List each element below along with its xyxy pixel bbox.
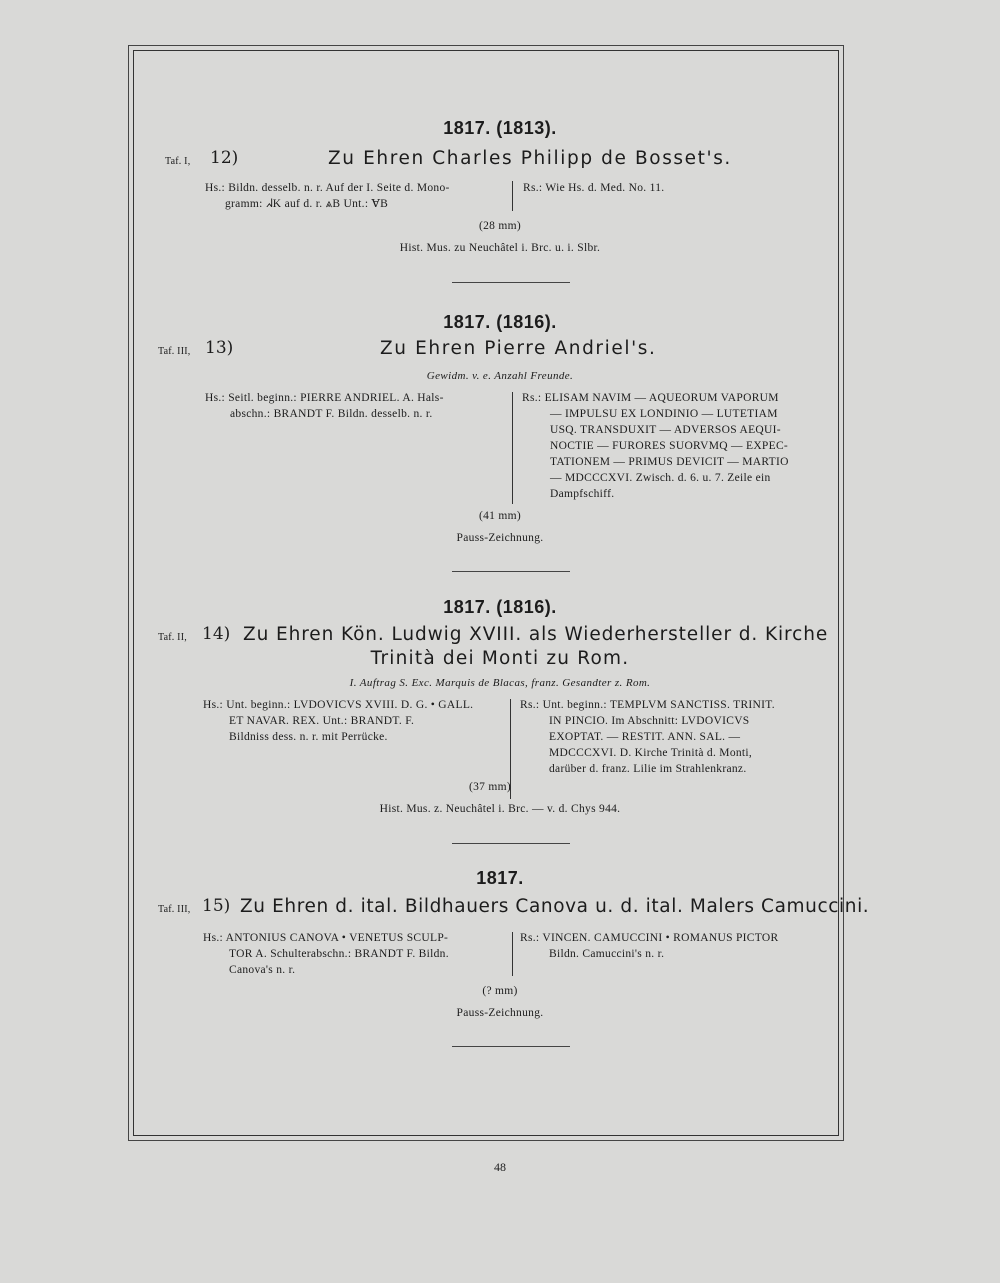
text-line: darüber d. franz. Lilie im Strahlenkranz.: [549, 763, 747, 775]
text-line: Bildniss dess. n. r. mit Perrücke.: [229, 731, 388, 743]
entry-number: 12): [210, 148, 239, 168]
reverse-description: [522, 390, 832, 502]
source-reference: Hist. Mus. z. Neuchâtel i. Brc. — v. d. Chys 944.: [379, 803, 621, 815]
column-divider: [512, 181, 513, 211]
entry-year: 1817.: [476, 868, 524, 888]
medal-size: (37 mm): [468, 781, 512, 793]
entry-year: 1817. (1816).: [443, 312, 557, 332]
page-number: 48: [494, 1160, 506, 1174]
text-line: TATIONEM — PRIMUS DEVICIT — MARTIO: [550, 456, 789, 468]
dedication: Gewidm. v. e. Anzahl Freunde.: [426, 370, 574, 382]
text-line: TOR A. Schulterabschn.: BRANDT F. Bildn.: [229, 948, 449, 960]
text-line: — MDCCCXVI. Zwisch. d. 6. u. 7. Zeile ein: [550, 472, 771, 484]
text-line: EXOPTAT. — RESTIT. ANN. SAL. —: [549, 731, 741, 743]
source-reference: Pauss-Zeichnung.: [456, 1007, 544, 1019]
text-line: Hs.: Seitl. beginn.: PIERRE ANDRIEL. A. Hals-: [205, 392, 444, 404]
text-line: NOCTIE — FURORES SUORVMQ — EXPEC-: [550, 440, 789, 452]
source-reference: Pauss-Zeichnung.: [456, 532, 544, 544]
obverse-description: [203, 697, 508, 745]
section-rule: [452, 1046, 570, 1047]
medal-size: (28 mm): [478, 220, 522, 232]
column-divider: [512, 932, 513, 976]
obverse-description: [205, 180, 505, 212]
text-line: — IMPULSU EX LONDINIO — LUTETIAM: [550, 408, 778, 420]
obverse-description: [203, 930, 508, 978]
plate-reference: Taf. III,: [158, 346, 191, 357]
medal-size: (? mm): [482, 985, 518, 997]
text-line: IN PINCIO. Im Abschnitt: LVDOVICVS: [549, 715, 750, 727]
entry-number: 14): [202, 624, 231, 644]
text-line: Rs.: Unt. beginn.: TEMPLVM SANCTISS. TRINIT.: [520, 699, 775, 711]
text-line: abschn.: BRANDT F. Bildn. desselb. n. r.: [230, 408, 433, 420]
section-rule: [452, 282, 570, 283]
text-line: Bildn. Camuccini's n. r.: [549, 948, 665, 960]
section-rule: [452, 843, 570, 844]
column-divider: [512, 392, 513, 504]
text-line: USQ. TRANSDUXIT — ADVERSOS AEQUI-: [550, 424, 781, 436]
entry-title-continued: Trinità dei Monti zu Rom.: [370, 648, 630, 669]
reverse-description: [520, 697, 835, 777]
entry-title: Zu Ehren Charles Philipp de Bosset's.: [328, 148, 732, 169]
dedication: I. Auftrag S. Exc. Marquis de Blacas, franz. Gesandter z. Rom.: [349, 677, 651, 689]
plate-reference: Taf. I,: [165, 156, 191, 167]
entry-title: Zu Ehren Kön. Ludwig XVIII. als Wiederhersteller d. Kirche: [243, 624, 829, 645]
text-line: Hs.: Bildn. desselb. n. r. Auf der I. Seite d. Mono-: [205, 182, 450, 194]
reverse-description: [520, 930, 835, 962]
section-rule: [452, 571, 570, 572]
entry-title: Zu Ehren Pierre Andriel's.: [380, 338, 657, 359]
text-line: Canova's n. r.: [229, 964, 296, 976]
entry-number: 15): [202, 896, 231, 916]
text-line: Rs.: ELISAM NAVIM — AQUEORUM VAPORUM: [522, 392, 779, 404]
medal-size: (41 mm): [478, 510, 522, 522]
entry-year: 1817. (1813).: [443, 118, 557, 138]
plate-reference: Taf. III,: [158, 904, 191, 915]
plate-reference: Taf. II,: [158, 632, 187, 643]
text-line: Hs.: Unt. beginn.: LVDOVICVS XVIII. D. G. • GALL.: [203, 699, 474, 711]
entry-title: Zu Ehren d. ital. Bildhauers Canova u. d. ital. Malers Camuccini.: [240, 896, 870, 917]
text-line: Rs.: Wie Hs. d. Med. No. 11.: [523, 182, 665, 194]
entry-number: 13): [205, 338, 234, 358]
text-line: Dampfschiff.: [550, 488, 615, 500]
entry-year: 1817. (1816).: [443, 597, 557, 617]
text-line: ET NAVAR. REX. Unt.: BRANDT. F.: [229, 715, 415, 727]
source-reference: Hist. Mus. zu Neuchâtel i. Brc. u. i. Slbr.: [399, 242, 601, 254]
obverse-description: [205, 390, 505, 422]
reverse-description: [523, 180, 823, 196]
text-line: Hs.: ANTONIUS CANOVA • VENETUS SCULP-: [203, 932, 449, 944]
text-line: gramm: ᖽK auf d. r. ⩓B Unt.: ⱯB: [225, 198, 389, 210]
text-line: Rs.: VINCEN. CAMUCCINI • ROMANUS PICTOR: [520, 932, 779, 944]
text-line: MDCCCXVI. D. Kirche Trinità d. Monti,: [549, 747, 753, 759]
